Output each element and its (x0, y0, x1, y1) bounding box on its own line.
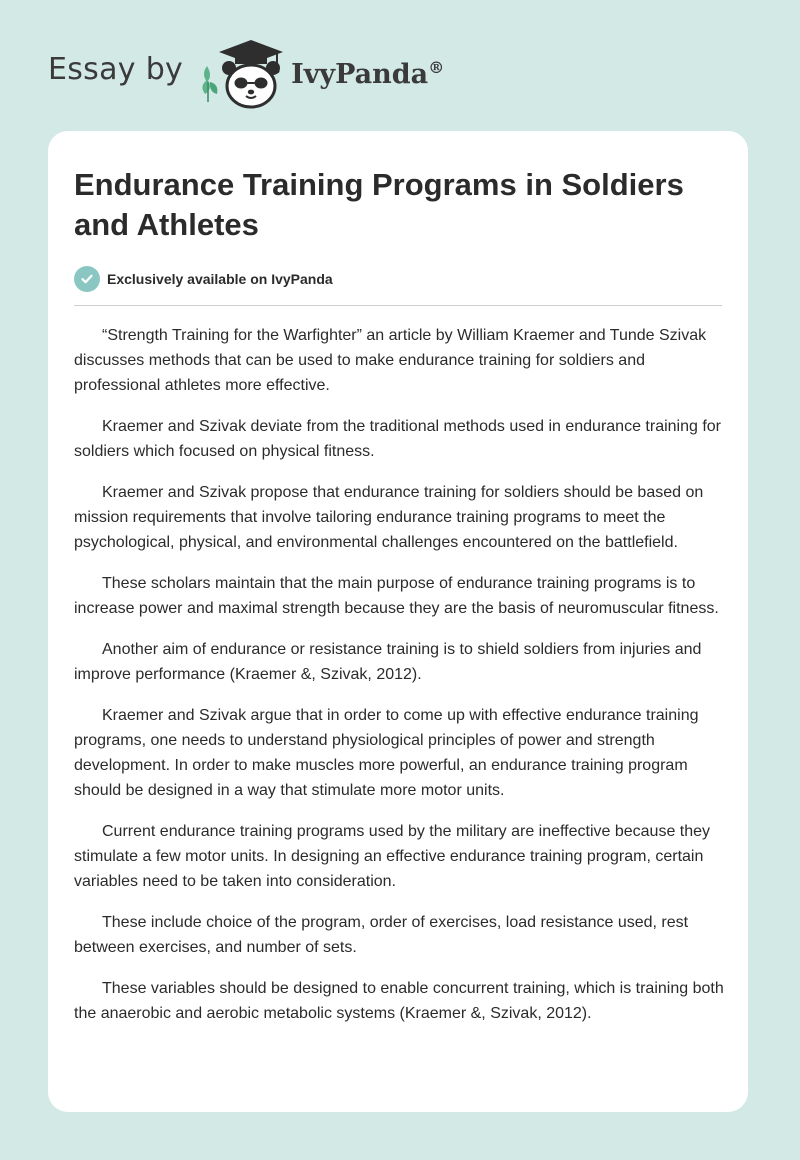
title-divider (74, 305, 722, 306)
essay-paragraph: Kraemer and Szivak deviate from the traditional methods used in endurance training for soldiers which focused on physical fitness. (74, 418, 722, 460)
essay-paragraph: “Strength Training for the Warfighter” an article by William Kraemer and Tunde Szivak discusses methods that can be used to make endurance training for soldiers and professional athletes more effective. (74, 327, 707, 394)
essay-paragraph: These variables should be designed to enable concurrent training, which is training both the anaerobic and aerobic metabolic systems (Kraemer &, Szivak, 2012). (74, 980, 724, 1022)
brand-text: IvyPanda (291, 59, 429, 90)
site-header (48, 34, 444, 114)
exclusive-badge-label: Exclusively available on IvyPanda (107, 271, 333, 287)
essay-body (74, 323, 722, 1026)
essay-paragraph: These include choice of the program, order of exercises, load resistance used, rest between exercises, and number of sets. (74, 914, 689, 956)
ivy-leaf-icon (203, 66, 218, 102)
registered-mark: ® (428, 58, 445, 77)
exclusive-badge (74, 265, 722, 293)
essay-paragraph: Kraemer and Szivak propose that endurance training for soldiers should be based on mission requirements that involve tailoring endurance training programs to meet the psychological, physical, and environmental challenges encountered on the battlefield. (74, 484, 704, 551)
essay-paragraph: Another aim of endurance or resistance training is to shield soldiers from injuries and improve performance (Kraemer &, Szivak, 2012). (74, 641, 702, 683)
essay-card (48, 131, 748, 1112)
essay-paragraph: Current endurance training programs used by the military are ineffective because they stimulate a few motor units. In designing an effective endurance training program, certain variables need to be taken into consideration. (74, 823, 711, 890)
brand-name[interactable] (291, 58, 444, 90)
ivypanda-logo-icon[interactable] (197, 36, 289, 112)
essay-paragraph: Kraemer and Szivak argue that in order to come up with effective endurance training programs, one needs to understand physiological principles of power and strength development. In order to make muscles more powerful, an endurance training program should be designed in a way that stimulate more motor units. (74, 707, 699, 799)
essay-by-label: Essay by (48, 51, 184, 87)
essay-paragraph: These scholars maintain that the main purpose of endurance training programs is to increase power and maximal strength because they are the basis of neuromuscular fitness. (74, 575, 719, 617)
checkmark-icon (80, 272, 94, 286)
essay-title: Endurance Training Programs in Soldiers and Athletes (74, 167, 684, 242)
checkmark-circle-icon (74, 266, 100, 292)
